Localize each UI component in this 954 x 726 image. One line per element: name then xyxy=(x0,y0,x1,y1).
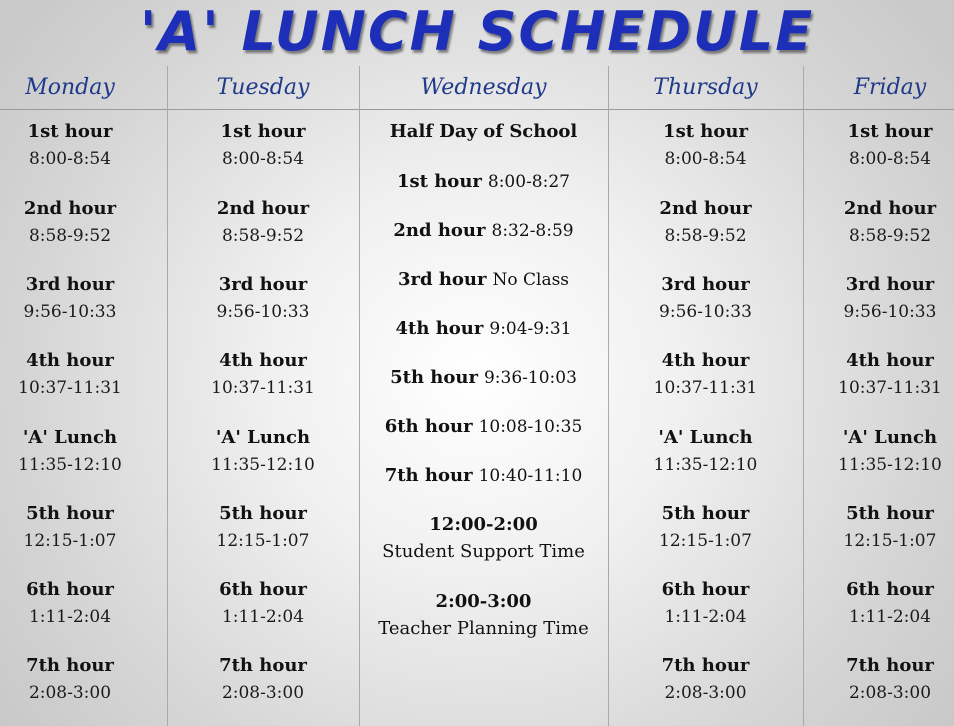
period-name: 4th hour xyxy=(219,350,307,371)
period-name: 'A' Lunch xyxy=(215,427,311,448)
period-time: 1:11-2:04 xyxy=(664,607,747,627)
period-time: 10:37-11:31 xyxy=(838,378,942,398)
period-time: 8:58-9:52 xyxy=(28,226,112,246)
wed-period-1st-hour xyxy=(359,169,608,195)
day-header-thursday: Thursday xyxy=(653,75,758,100)
period-a-lunch xyxy=(0,426,140,480)
schedule-title: 'A' LUNCH SCHEDULE xyxy=(139,0,815,63)
period-time: 9:56-10:33 xyxy=(659,302,752,322)
period-name: 3rd hour xyxy=(218,274,308,295)
period-6th-hour xyxy=(803,578,954,632)
block-label: Student Support Time xyxy=(382,541,585,562)
period-3rd-hour xyxy=(167,273,359,327)
period-3rd-hour xyxy=(0,273,140,327)
half-day-label: Half Day of School xyxy=(389,121,578,142)
period-time: 2:08-3:00 xyxy=(221,683,305,703)
period-time: 10:37-11:31 xyxy=(211,378,315,398)
period-name: 3rd hour xyxy=(397,269,487,290)
period-a-lunch xyxy=(608,426,803,480)
period-time: 10:37-11:31 xyxy=(653,378,758,398)
period-name: 4th hour xyxy=(846,350,934,371)
day-header-monday: Monday xyxy=(25,75,115,100)
period-time: 12:15-1:07 xyxy=(843,531,937,551)
period-time: 12:15-1:07 xyxy=(659,531,752,551)
period-name: 5th hour xyxy=(390,367,478,388)
period-name: 1st hour xyxy=(220,121,306,142)
period-1st-hour xyxy=(803,120,954,174)
wed-period-5th-hour xyxy=(359,365,608,391)
period-1st-hour xyxy=(167,120,359,174)
period-time: 8:32-8:59 xyxy=(491,221,574,241)
period-time: 8:58-9:52 xyxy=(221,226,305,246)
period-7th-hour xyxy=(803,654,954,708)
period-2nd-hour xyxy=(608,197,803,251)
block-time: 2:00-3:00 xyxy=(435,591,532,612)
period-name: 5th hour xyxy=(219,503,307,524)
period-name: 2nd hour xyxy=(843,198,937,219)
period-time: 9:36-10:03 xyxy=(483,368,577,388)
period-name: 4th hour xyxy=(661,350,750,371)
period-2nd-hour xyxy=(0,197,140,251)
period-name: 6th hour xyxy=(219,579,307,600)
period-time: 1:11-2:04 xyxy=(848,607,932,627)
period-time: 9:56-10:33 xyxy=(843,302,937,322)
period-a-lunch xyxy=(167,426,359,480)
period-time: 9:04-9:31 xyxy=(489,319,572,339)
period-time: 2:08-3:00 xyxy=(848,683,932,703)
period-time: 1:11-2:04 xyxy=(221,607,305,627)
period-name: 3rd hour xyxy=(25,274,115,295)
period-name: 7th hour xyxy=(219,655,307,676)
period-name: 1st hour xyxy=(396,171,482,192)
period-time: 11:35-12:10 xyxy=(838,455,942,475)
period-1st-hour xyxy=(0,120,140,174)
period-3rd-hour xyxy=(803,273,954,327)
period-name: 7th hour xyxy=(26,655,114,676)
period-name: 'A' Lunch xyxy=(22,427,118,448)
period-6th-hour xyxy=(608,578,803,632)
period-2nd-hour xyxy=(167,197,359,251)
wed-period-7th-hour xyxy=(359,463,608,489)
teacher-planning-block xyxy=(359,589,608,643)
block-time: 12:00-2:00 xyxy=(429,514,538,535)
period-6th-hour xyxy=(167,578,359,632)
period-6th-hour xyxy=(0,578,140,632)
period-5th-hour xyxy=(0,502,140,556)
block-label: Teacher Planning Time xyxy=(378,618,589,639)
period-time: 8:00-8:54 xyxy=(221,149,305,169)
period-name: 6th hour xyxy=(384,416,473,437)
period-time: 8:00-8:27 xyxy=(487,172,570,192)
period-name: 3rd hour xyxy=(845,274,935,295)
period-name: 1st hour xyxy=(27,121,113,142)
wed-period-4th-hour xyxy=(359,316,608,342)
period-7th-hour xyxy=(167,654,359,708)
period-name: 2nd hour xyxy=(216,198,310,219)
period-2nd-hour xyxy=(803,197,954,251)
period-name: 6th hour xyxy=(26,579,114,600)
wed-period-2nd-hour xyxy=(359,218,608,244)
period-time: 12:15-1:07 xyxy=(23,531,117,551)
period-time: 10:40-11:10 xyxy=(478,466,583,486)
period-name: 1st hour xyxy=(663,121,748,142)
period-time: 12:15-1:07 xyxy=(216,531,310,551)
period-name: 7th hour xyxy=(661,655,750,676)
period-5th-hour xyxy=(167,502,359,556)
period-name: 4th hour xyxy=(26,350,114,371)
period-time: 9:56-10:33 xyxy=(216,302,310,322)
period-name: 4th hour xyxy=(395,318,484,339)
period-3rd-hour xyxy=(608,273,803,327)
wednesday-heading xyxy=(359,119,608,145)
period-time: 10:37-11:31 xyxy=(18,378,122,398)
period-a-lunch xyxy=(803,426,954,480)
period-name: 6th hour xyxy=(846,579,934,600)
period-name: 5th hour xyxy=(26,503,114,524)
day-header-tuesday: Tuesday xyxy=(216,75,310,100)
period-time: 8:00-8:54 xyxy=(848,149,932,169)
period-time: 11:35-12:10 xyxy=(211,455,315,475)
period-name: 1st hour xyxy=(847,121,933,142)
period-name: 2nd hour xyxy=(393,220,486,241)
period-4th-hour xyxy=(0,349,140,403)
period-name: 'A' Lunch xyxy=(842,427,938,448)
period-time: 8:00-8:54 xyxy=(28,149,112,169)
period-4th-hour xyxy=(803,349,954,403)
period-name: 7th hour xyxy=(846,655,934,676)
period-name: 3rd hour xyxy=(661,274,750,295)
period-name: 'A' Lunch xyxy=(658,427,753,448)
period-time: No Class xyxy=(492,270,570,290)
period-name: 2nd hour xyxy=(659,198,752,219)
day-header-wednesday: Wednesday xyxy=(420,75,547,100)
period-name: 7th hour xyxy=(384,465,473,486)
student-support-block xyxy=(359,512,608,566)
period-time: 8:00-8:54 xyxy=(664,149,747,169)
period-time: 8:58-9:52 xyxy=(848,226,932,246)
period-time: 10:08-10:35 xyxy=(478,417,583,437)
header-divider xyxy=(0,109,954,110)
period-1st-hour xyxy=(608,120,803,174)
day-header-friday: Friday xyxy=(853,75,927,100)
wed-period-3rd-hour xyxy=(359,267,608,293)
period-4th-hour xyxy=(608,349,803,403)
wed-period-6th-hour xyxy=(359,414,608,440)
period-name: 2nd hour xyxy=(23,198,117,219)
period-name: 6th hour xyxy=(661,579,750,600)
period-7th-hour xyxy=(0,654,140,708)
period-time: 1:11-2:04 xyxy=(28,607,112,627)
period-name: 5th hour xyxy=(661,503,750,524)
period-time: 11:35-12:10 xyxy=(18,455,122,475)
period-5th-hour xyxy=(608,502,803,556)
period-time: 11:35-12:10 xyxy=(653,455,758,475)
period-4th-hour xyxy=(167,349,359,403)
period-time: 2:08-3:00 xyxy=(28,683,112,703)
period-name: 5th hour xyxy=(846,503,934,524)
period-time: 2:08-3:00 xyxy=(664,683,747,703)
period-7th-hour xyxy=(608,654,803,708)
period-5th-hour xyxy=(803,502,954,556)
period-time: 8:58-9:52 xyxy=(664,226,747,246)
period-time: 9:56-10:33 xyxy=(23,302,117,322)
